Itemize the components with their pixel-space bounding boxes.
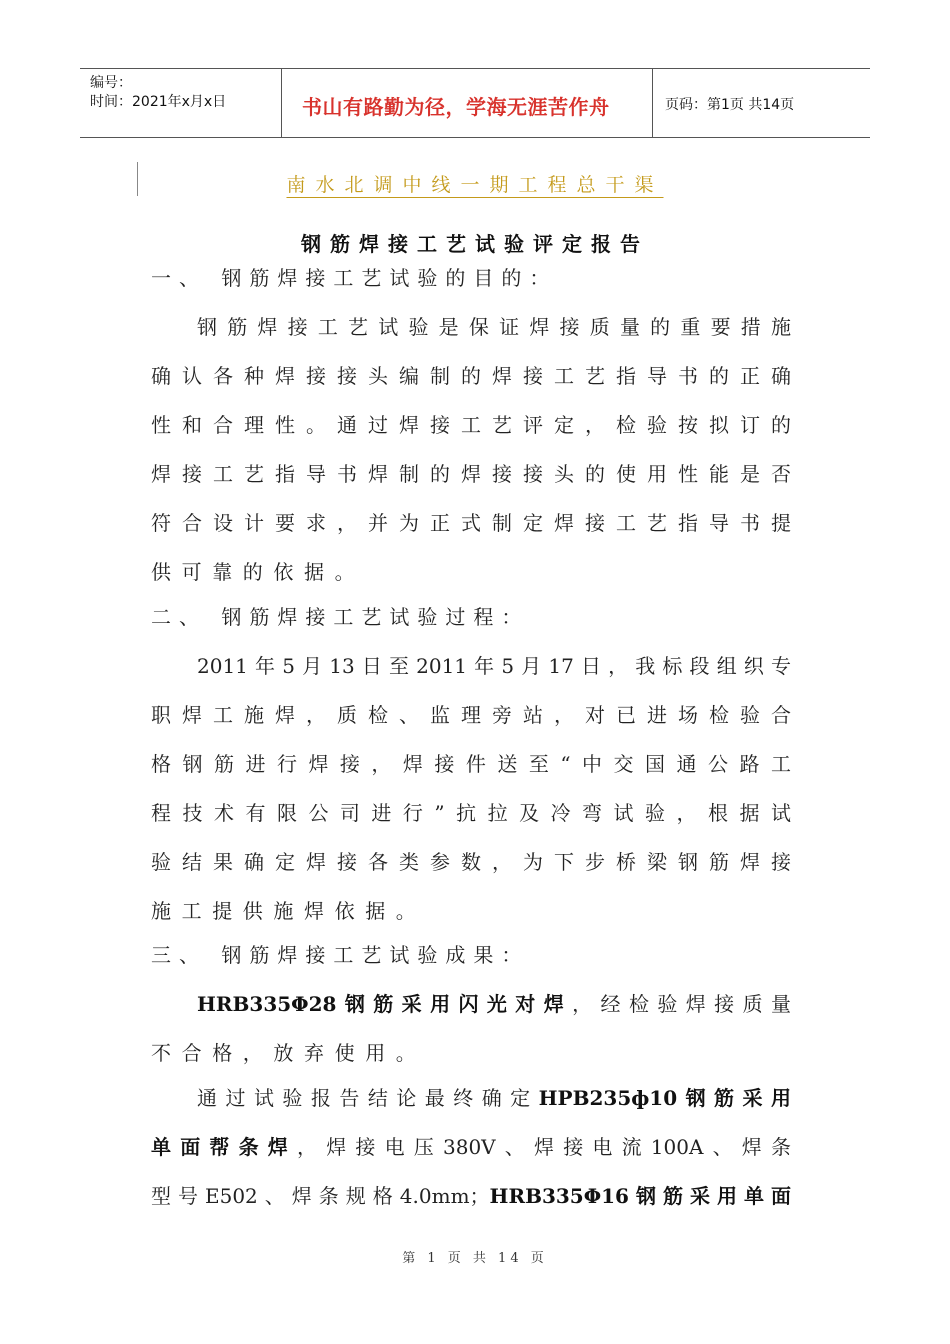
- serial-label: 编号：: [90, 75, 132, 91]
- section3-paragraph1-line1: [197, 988, 791, 1017]
- page-info: 页码：第1页 共14页: [665, 97, 795, 113]
- section3-paragraph2-line2: [151, 1131, 791, 1160]
- section3-paragraph2-line1: [197, 1082, 791, 1111]
- bold-weld-method: 单面帮条焊: [151, 1135, 297, 1159]
- header-table: [80, 68, 870, 138]
- section2-line: 程技术有限公司进行”抗拉及冷弯试验，根据试: [151, 801, 791, 825]
- header-page-cell: [653, 69, 870, 137]
- section1-heading: 一、 钢筋焊接工艺试验的目的：: [151, 266, 558, 290]
- paragraph-text: ，焊接电压380V、焊接电流100A、焊条: [297, 1135, 792, 1159]
- section1-line: 符合设计要求，并为正式制定焊接工艺指导书提: [151, 511, 791, 535]
- paragraph-text: 通过试验报告结论最终确定: [197, 1086, 539, 1110]
- section1-line: 焊接工艺指导书焊制的焊接接头的使用性能是否: [151, 462, 791, 486]
- section2-line: 验结果确定焊接各类参数，为下步桥梁钢筋焊接: [151, 850, 791, 874]
- section2-heading: 二、 钢筋焊接工艺试验过程：: [151, 605, 530, 629]
- header-info-cell: [80, 69, 282, 137]
- section1-line: 确认各种焊接接头编制的焊接工艺指导书的正确: [151, 364, 791, 388]
- date-text: 时间：2021年x月x日: [90, 94, 227, 110]
- bold-steel-spec: HRB335Φ16钢筋采用单面: [489, 1184, 791, 1208]
- section1-line: 供可靠的依据。: [151, 560, 366, 584]
- report-title: 钢筋焊接工艺试验评定报告: [301, 232, 649, 256]
- section3-heading: 三、 钢筋焊接工艺试验成果：: [151, 943, 530, 967]
- paragraph-text: 型号E502、焊条规格4.0mm；: [151, 1184, 490, 1208]
- section2-line: 职焊工施焊，质检、监理旁站，对已进场检验合: [151, 703, 791, 727]
- section1-line: 钢筋焊接工艺试验是保证焊接质量的重要措施: [197, 315, 791, 339]
- section3-paragraph1-line2: 不合格，放弃使用。: [151, 1041, 427, 1065]
- project-title: 南水北调中线一期工程总干渠: [286, 174, 664, 196]
- section2-line: 格钢筋进行焊接，焊接件送至“中交国通公路工: [151, 752, 791, 776]
- motto-text: 书山有路勤为径，学海无涯苦作舟: [302, 95, 610, 119]
- section1-line: 性和合理性。通过焊接工艺评定，检验按拟订的: [151, 413, 791, 437]
- bold-weld-method: HRB335Φ28钢筋采用闪光对焊: [197, 992, 573, 1016]
- page-footer: 第 1 页 共 14 页: [402, 1251, 548, 1266]
- header-motto-cell: [282, 69, 653, 137]
- section2-line: 施工提供施焊依据。: [151, 899, 427, 923]
- paragraph-text: ，经检验焊接质量: [572, 992, 791, 1016]
- section2-line: 2011年5月13日至2011年5月17日，我标段组织专: [197, 654, 791, 678]
- section3-paragraph2-line3: [151, 1180, 791, 1209]
- bold-steel-spec: HPB235ф10钢筋采用: [538, 1086, 791, 1110]
